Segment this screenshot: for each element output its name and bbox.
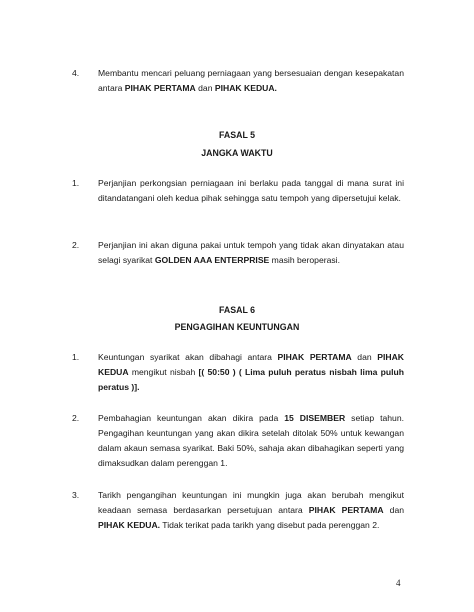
section-title-fasal-5: FASAL 5 [218,130,255,140]
page-number: 4 [396,578,401,588]
fasal5-item-1 [72,176,404,206]
item-text: Keuntungan syarikat akan dibahagi antara PIHAK PERTAMA dan PIHAK KEDUA mengikut nisbah [( 50:50 ) ( Lima puluh peratus nisbah lima puluh peratus )]. [98,352,405,392]
fasal6-item-1 [72,350,404,395]
item-number: 1. [72,178,80,188]
clause-number: 4. [72,68,80,78]
item-text: Tarikh pengangihan keuntungan ini mungkin juga akan berubah mengikut keadaan semasa berdasarkan persetujuan antara PIHAK PERTAMA dan PIHAK KEDUA. Tidak terikat pada tarikh yang disebut pada perenggan 2. [98,490,405,530]
fasal5-item-2 [72,238,404,268]
item-text: Perjanjian ini akan diguna pakai untuk tempoh yang tidak akan dinyatakan atau selagi syarikat GOLDEN AAA ENTERPRISE masih beroperasi. [98,240,404,265]
fasal6-item-3 [72,488,404,533]
section-title-fasal-6: FASAL 6 [218,305,255,315]
clause-4 [72,66,404,96]
item-number: 2. [72,413,80,423]
item-number: 2. [72,240,80,250]
section-subtitle-jangka-waktu: JANGKA WAKTU [201,148,273,158]
fasal6-item-2 [72,411,404,471]
section-subtitle-pengagihan-keuntungan: PENGAGIHAN KEUNTUNGAN [174,322,300,332]
item-text: Pembahagian keuntungan akan dikira pada 15 DISEMBER setiap tahun. Pengagihan keuntungan yang akan dikira setelah ditolak 50% untuk kewangan dalam akaun semasa syarikat. Baki 50%, sahaja akan dibahagikan seperti yang dimaksudkan dalam perenggan 1. [98,413,404,468]
item-text: Perjanjian perkongsian perniagaan ini berlaku pada tanggal di mana surat ini ditandatangani oleh kedua pihak sehingga satu tempoh yang dipersetujui kelak. [98,178,404,203]
item-number: 1. [72,352,80,362]
item-number: 3. [72,490,80,500]
clause-text: Membantu mencari peluang perniagaan yang bersesuaian dengan kesepakatan antara PIHAK PERTAMA dan PIHAK KEDUA. [98,68,404,93]
